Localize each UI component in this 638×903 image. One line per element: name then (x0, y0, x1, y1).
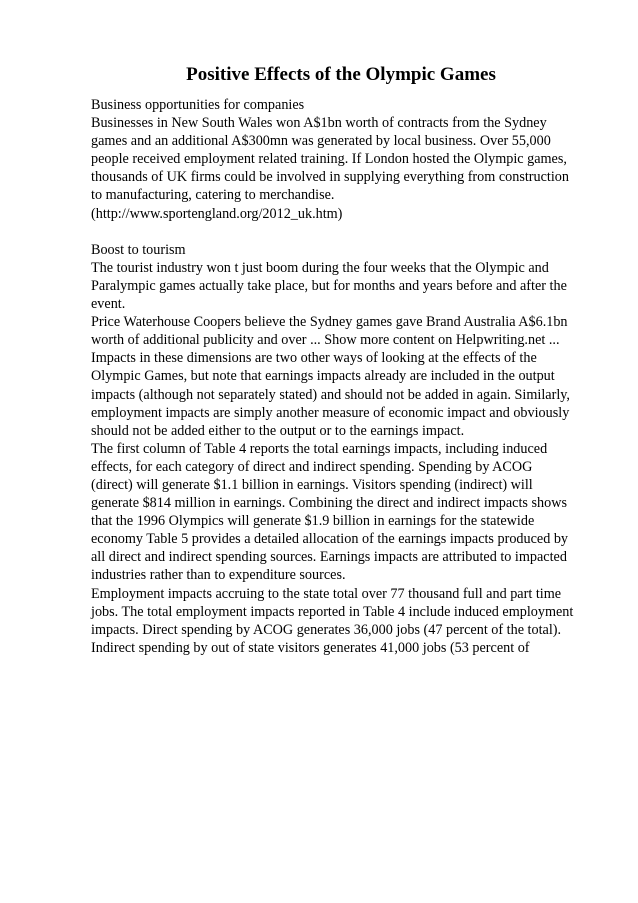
text-line: games and an additional A$300mn was generated by local business. Over 55,000 (91, 133, 551, 150)
text-line: employment impacts are simply another measure of economic impact and obviously (91, 404, 570, 421)
text-line: Employment impacts accruing to the state total over 77 thousand full and part time (91, 585, 562, 602)
text-line: to manufacturing, catering to merchandise. (91, 187, 335, 204)
text-line: impacts. Direct spending by ACOG generates 36,000 jobs (47 percent of the total). (91, 621, 562, 638)
text-line: that the 1996 Olympics will generate $1.9 billion in earnings for the statewide (91, 513, 535, 530)
text-line: (http://www.sportengland.org/2012_uk.htm) (91, 205, 343, 222)
text-line: Olympic Games, but note that earnings impacts already are included in the output (91, 368, 555, 385)
text-line: all direct and indirect spending sources. Earnings impacts are attributed to impacted (91, 549, 567, 566)
text-line: event. (91, 296, 126, 313)
text-line: effects, for each category of direct and indirect spending. Spending by ACOG (91, 458, 533, 475)
text-line: economy Table 5 provides a detailed allocation of the earnings impacts produced by (91, 531, 569, 548)
paragraph-spacer (91, 223, 601, 241)
text-line: Paralympic games actually take place, but for months and years before and after the (91, 277, 567, 294)
text-line: generate $814 million in earnings. Combining the direct and indirect impacts shows (91, 495, 567, 512)
text-line: jobs. The total employment impacts reported in Table 4 include induced employment (91, 603, 574, 620)
text-line: Businesses in New South Wales won A$1bn worth of contracts from the Sydney (91, 115, 547, 132)
text-line: impacts (although not separately stated) and should not be added in again. Similarly, (91, 386, 570, 403)
text-line: thousands of UK firms could be involved in supplying everything from construction (91, 169, 569, 186)
text-line: should not be added either to the output or to the earnings impact. (91, 422, 465, 439)
text-line: Impacts in these dimensions are two other ways of looking at the effects of the (91, 350, 537, 367)
document-body (91, 96, 601, 657)
document-title: Positive Effects of the Olympic Games (186, 64, 496, 85)
text-line: industries rather than to expenditure sources. (91, 567, 346, 584)
text-line: Indirect spending by out of state visitors generates 41,000 jobs (53 percent of (91, 639, 530, 656)
text-line: (direct) will generate $1.1 billion in earnings. Visitors spending (indirect) will (91, 476, 533, 493)
text-line: The first column of Table 4 reports the total earnings impacts, including induced (91, 440, 548, 457)
text-line: worth of additional publicity and over ... Show more content on Helpwriting.net ... (91, 332, 560, 349)
text-line: Business opportunities for companies (91, 97, 305, 113)
text-line: Price Waterhouse Coopers believe the Sydney games gave Brand Australia A$6.1bn (91, 314, 568, 331)
text-line: Boost to tourism (91, 241, 186, 258)
text-line: The tourist industry won t just boom during the four weeks that the Olympic and (91, 259, 549, 276)
text-line: people received employment related training. If London hosted the Olympic games, (91, 151, 567, 168)
